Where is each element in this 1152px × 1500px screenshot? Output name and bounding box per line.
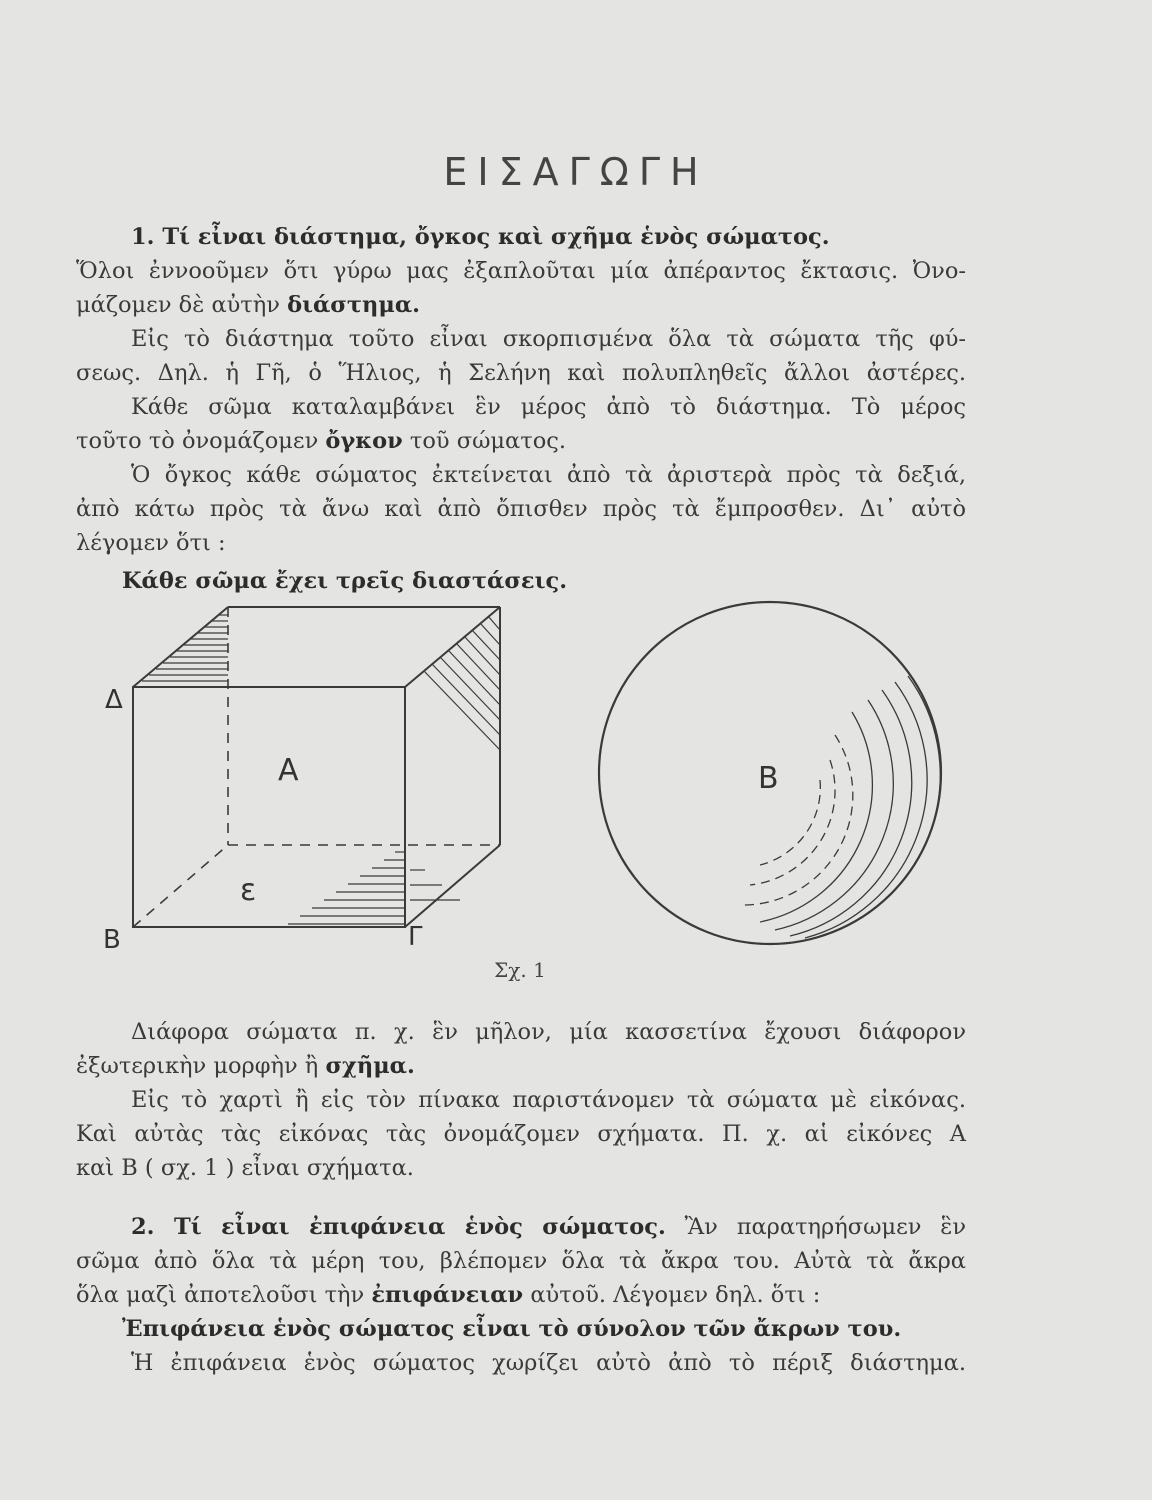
paragraph-line: ἀπὸ κάτω πρὸς τὰ ἄνω καὶ ἀπὸ ὄπισθεν πρὸς τὰ ἔμπροσθεν. Δι᾽ αὐτὸ	[76, 496, 966, 522]
page-title: ΕΙΣΑΓΩΓΗ	[443, 150, 709, 194]
statement-three-dimensions: Κάθε σῶμα ἔχει τρεῖς διαστάσεις.	[122, 568, 568, 594]
paragraph-line: Διάφορα σώματα π. χ. ἓν μῆλον, μία κασσετίνα ἔχουσι διάφορον	[131, 1019, 966, 1045]
paragraph-line: Καὶ αὐτὰς τὰς εἰκόνας τὰς ὀνομάζομεν σχήματα. Π. χ. αἱ εἰκόνες Α	[76, 1121, 966, 1147]
term-ogkos: ὄγκον	[325, 428, 403, 454]
sphere-shading	[740, 676, 940, 938]
paragraph-line: τοῦτο τὸ ὀνομάζομεν ὄγκον τοῦ σώματος.	[76, 428, 566, 454]
hatch-top	[142, 615, 228, 681]
paragraph-line: λέγομεν ὅτι :	[76, 530, 226, 556]
section-2	[76, 1210, 966, 1380]
paragraph-line: Εἰς τὸ χαρτὶ ἢ εἰς τὸν πίνακα παριστάνομεν τὰ σώματα μὲ εἰκόνας.	[131, 1087, 966, 1113]
paragraph-line: Ἡ ἐπιφάνεια ἑνὸς σώματος χωρίζει αὐτὸ ἀπὸ τὸ πέριξ διάστημα.	[131, 1350, 966, 1376]
paragraph-line: ἐξωτερικὴν μορφὴν ἢ σχῆμα.	[76, 1053, 415, 1079]
label-sphere-B: Β	[758, 761, 779, 796]
label-vertex-B: Β	[103, 925, 121, 955]
term-diastima: διάστημα.	[287, 292, 420, 318]
label-vertex-delta: Δ	[105, 685, 123, 715]
figure-caption: Σχ. 1	[494, 958, 546, 982]
paragraph-line: ὅλα μαζὶ ἀποτελοῦσι τὴν ἐπιφάνειαν αὐτοῦ. Λέγομεν δηλ. ὅτι :	[76, 1282, 821, 1308]
label-bottom-face-e: ε	[240, 873, 257, 908]
paragraph-line: σεως. Δηλ. ἡ Γῆ, ὁ Ἥλιος, ἡ Σελήνη καὶ πολυπληθεῖς ἄλλοι ἀστέρες.	[76, 360, 966, 386]
hatch-right	[424, 616, 500, 750]
paragraph-line: 2. Τί εἶναι ἐπιφάνεια ἑνὸς σώματος. Ἂν παρατηρήσωμεν ἓν	[131, 1214, 967, 1240]
section-1-continued	[76, 1015, 966, 1185]
paragraph-line: μάζομεν δὲ αὐτὴν διάστημα.	[76, 292, 420, 318]
label-vertex-gamma: Γ	[408, 922, 423, 952]
paragraph-line: Κάθε σῶμα καταλαμβάνει ἓν μέρος ἀπὸ τὸ διάστημα. Τὸ μέρος	[131, 394, 966, 420]
paragraph-line: καὶ Β ( σχ. 1 ) εἶναι σχήματα.	[76, 1155, 414, 1181]
paragraph-line: Ὁ ὄγκος κάθε σώματος ἐκτείνεται ἀπὸ τὰ ἀριστερὰ πρὸς τὰ δεξιά,	[131, 462, 966, 488]
hatch-bottom	[288, 852, 460, 924]
section-2-heading: 2. Τί εἶναι ἐπιφάνεια ἑνὸς σώματος.	[131, 1214, 666, 1240]
term-epifaneia: ἐπιφάνειαν	[371, 1282, 524, 1308]
statement-surface: Ἐπιφάνεια ἑνὸς σώματος εἶναι τὸ σύνολον τῶν ἄκρων του.	[122, 1316, 902, 1342]
section-1-heading: 1. Τί εἶναι διάστημα, ὄγκος καὶ σχῆμα ἑνὸς σώματος.	[131, 224, 830, 250]
paragraph-line: Εἰς τὸ διάστημα τοῦτο εἶναι σκορπισμένα ὅλα τὰ σώματα τῆς φύ-	[131, 326, 966, 352]
label-cube-face-A: Α	[278, 753, 299, 788]
paragraph-line: σῶμα ἀπὸ ὅλα τὰ μέρη του, βλέπομεν ὅλα τὰ ἄκρα του. Αὐτὰ τὰ ἄκρα	[76, 1248, 966, 1274]
term-schima: σχῆμα.	[325, 1053, 415, 1079]
paragraph-line: Ὅλοι ἐννοοῦμεν ὅτι γύρω μας ἐξαπλοῦται μία ἀπέραντος ἔκτασις. Ὀνο-	[76, 258, 966, 284]
